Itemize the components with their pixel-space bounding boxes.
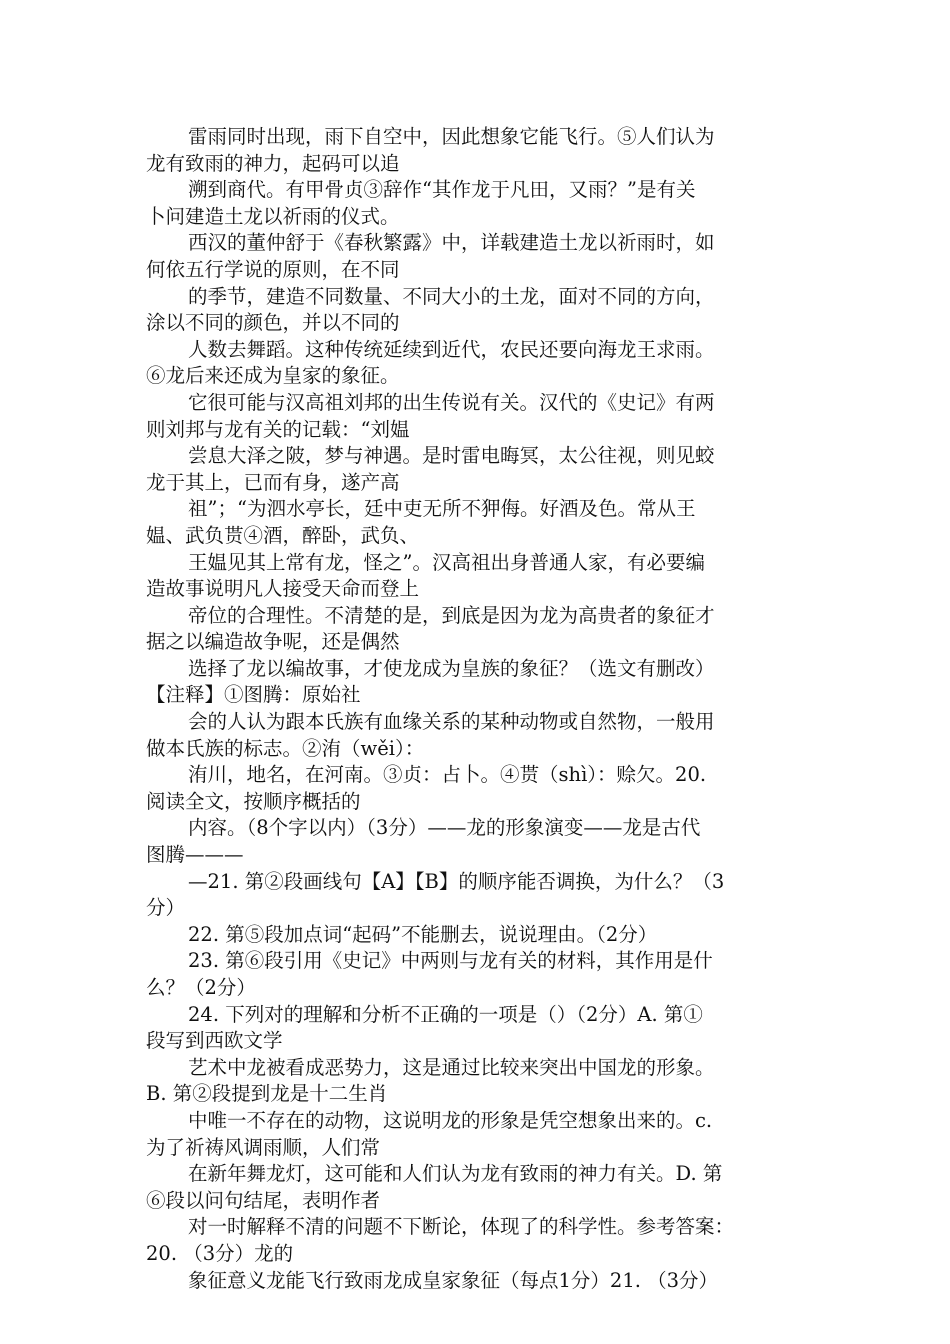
text-line: 它很可能与汉高祖刘邦的出生传说有关。汉代的《史记》有两 bbox=[188, 390, 715, 414]
text-line: 卜问建造土龙以祈雨的仪式。 bbox=[146, 204, 400, 228]
text-line: 么？（2分） bbox=[146, 976, 256, 999]
text-line: ⑥段以问句结尾，表明作者 bbox=[146, 1188, 381, 1212]
text-line: 分） bbox=[146, 896, 186, 920]
text-line: 会的人认为跟本氏族有血缘关系的某种动物或自然物，一般用 bbox=[188, 710, 715, 734]
text-line: 雷雨同时出现，雨下自空中，因此想象它能飞行。⑤人们认为 bbox=[188, 125, 715, 148]
text-line: B. 第②段提到龙是十二生肖 bbox=[146, 1082, 388, 1106]
text-line: 溯到商代。有甲骨贞③辞作“其作龙于凡田，又雨？”是有关 bbox=[188, 178, 696, 202]
text-line: 媪、武负贳④酒，醉卧，武负、 bbox=[146, 523, 420, 547]
text-line: 据之以编造故争呢，还是偶然 bbox=[146, 630, 400, 654]
text-line: 段写到西欧文学 bbox=[146, 1029, 283, 1053]
text-line: 何依五行学说的原则，在不同 bbox=[146, 257, 400, 281]
document-body bbox=[146, 124, 826, 1294]
text-line: 24. 下列对的理解和分析不正确的一项是（）（2分）A. 第① bbox=[188, 1002, 703, 1026]
text-line: 内容。（8个字以内）（3分）——龙的形象演变——龙是古代 bbox=[188, 816, 701, 840]
text-line: 对一时解释不清的问题不下断论，体现了的科学性。参考答案： bbox=[188, 1215, 735, 1239]
text-line: 图腾——— bbox=[146, 843, 244, 867]
text-line: 人数去舞蹈。这种传统延续到近代，农民还要向海龙王求雨。 bbox=[188, 337, 715, 361]
text-line: ⑥龙后来还成为皇家的象征。 bbox=[146, 364, 400, 388]
text-line: 20. （3分）龙的 bbox=[146, 1241, 294, 1265]
text-line: 在新年舞龙灯，这可能和人们认为龙有致雨的神力有关。D. 第 bbox=[188, 1162, 723, 1186]
text-line: 祖”；“为泗水亭长，廷中吏无所不狎侮。好酒及色。常从王 bbox=[188, 497, 696, 521]
text-line: 中唯一不存在的动物，这说明龙的形象是凭空想象出来的。c. bbox=[188, 1108, 713, 1132]
text-line: 王媪见其上常有龙，怪之”。汉高祖出身普通人家，有必要编 bbox=[188, 550, 705, 574]
text-line: —21. 第②段画线句【A】【B】的顺序能否调换，为什么？（3 bbox=[188, 869, 725, 893]
text-line: 造故事说明凡人接受天命而登上 bbox=[146, 577, 420, 601]
text-line: 龙有致雨的神力，起码可以追 bbox=[146, 151, 400, 175]
text-line: 洧川，地名，在河南。③贞：占卜。④贳（shì）：赊欠。20. bbox=[188, 763, 707, 787]
text-line: 的季节，建造不同数量、不同大小的土龙，面对不同的方向， bbox=[188, 284, 715, 308]
text-line: 西汉的董仲舒于《春秋繁露》中，详载建造土龙以祈雨时，如 bbox=[188, 231, 715, 255]
text-line: 【注释】①图腾：原始社 bbox=[146, 683, 361, 707]
text-line: 龙于其上，已而有身，遂产高 bbox=[146, 470, 400, 494]
text-line: 做本氏族的标志。②洧（wěi）： bbox=[146, 736, 425, 760]
text-line: 为了祈祷风调雨顺，人们常 bbox=[146, 1135, 381, 1159]
text-line: 涂以不同的颜色，并以不同的 bbox=[146, 311, 400, 335]
text-line: 选择了龙以编故事，才使龙成为皇族的象征？（选文有删改） bbox=[188, 656, 715, 680]
text-line: 则刘邦与龙有关的记载：“刘媪 bbox=[146, 417, 410, 441]
text-line: 23. 第⑥段引用《史记》中两则与龙有关的材料，其作用是什 bbox=[188, 949, 713, 973]
text-line: 帝位的合理性。不清楚的是，到底是因为龙为高贵者的象征才 bbox=[188, 603, 715, 627]
text-line: 阅读全文，按顺序概括的 bbox=[146, 789, 361, 813]
text-line: 象征意义龙能飞行致雨龙成皇家象征（每点1分）21. （3分） bbox=[188, 1268, 719, 1292]
text-line: 22. 第⑤段加点词“起码”不能删去，说说理由。（2分） bbox=[188, 922, 658, 946]
text-line: 艺术中龙被看成恶势力，这是通过比较来突出中国龙的形象。 bbox=[188, 1055, 715, 1079]
text-line: 尝息大泽之陂，梦与神遇。是时雷电晦冥，太公往视，则见蛟 bbox=[188, 444, 715, 468]
